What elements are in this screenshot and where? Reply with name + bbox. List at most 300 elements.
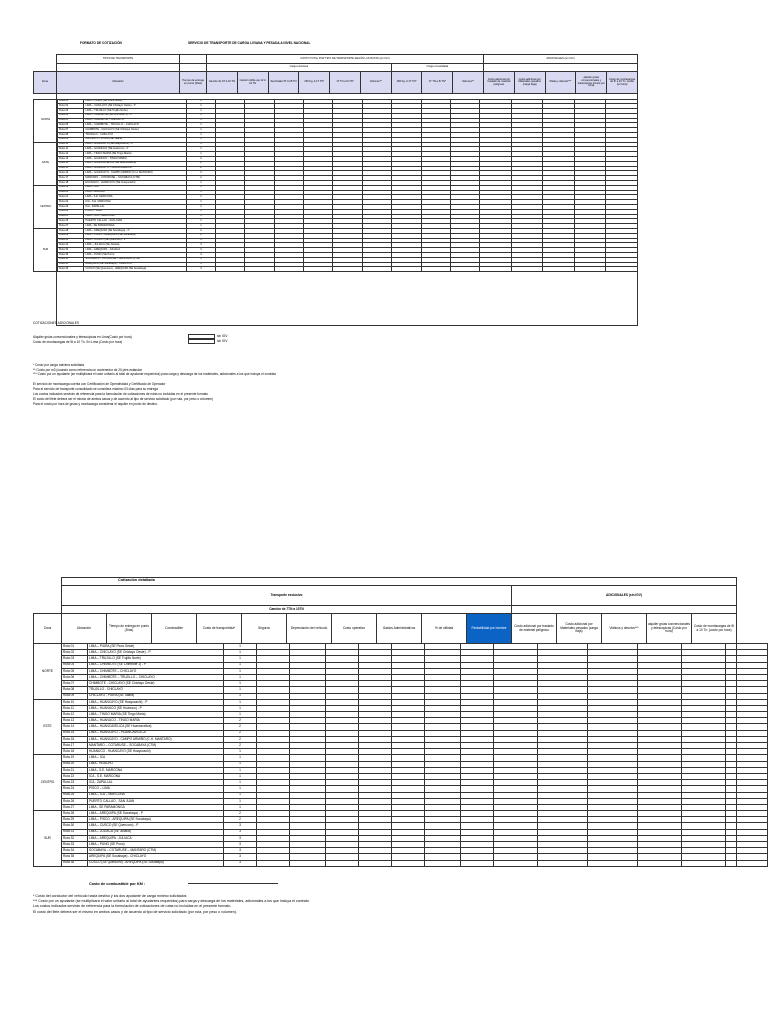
b-col-4: Depreciación del vehículo: [287, 614, 332, 644]
route-code: Ruta 25: [62, 792, 88, 798]
footnote: ** Costo por m3 (cuando como referencia un contenedor de 20 pies estándar: [33, 367, 142, 372]
input-cell[interactable]: [461, 860, 494, 866]
route-location: LIMA – CHIMBOTE – CHICLAYO: [88, 668, 224, 674]
route-code: Ruta 06: [62, 674, 88, 680]
input-cell[interactable]: [682, 860, 726, 866]
route-code: Ruta 17: [58, 176, 84, 181]
route-days: 1: [224, 656, 257, 662]
table-row: [34, 860, 768, 866]
col-excl-5: 1T TN a 5t TN*: [330, 72, 361, 94]
route-location: LIMA – CUSCO (SE Quencoro) - P: [88, 823, 224, 829]
col-excl-2: Camión doble eje 12 A 16 TN: [237, 72, 268, 94]
col-ad-4: alquiler grúas convencionales y telescópicas (Costo por hora): [576, 72, 607, 94]
paragraph-note: El servicio de montacarga cuenta con Certificación de Operatividad y Certificado de Operador: [33, 382, 166, 386]
route-code: Ruta 36: [58, 267, 84, 272]
route-days: 2: [187, 176, 215, 181]
route-location: CHIMBOTE - CHICLAYO (SE Chiclayo Oeste): [84, 128, 187, 133]
route-location: CHICLAYO - PIURA (SE Talara): [84, 137, 187, 142]
route-location: MANTARO – COTARUSE – SOCABAYA (CTM): [84, 176, 187, 181]
route-code: Ruta 12: [62, 712, 88, 718]
route-code: Ruta 19: [58, 185, 84, 190]
zone-centro: CENTRO: [34, 755, 62, 811]
route-code: Ruta 22: [62, 773, 88, 779]
bottom-footnote: * Costo del conductor del vehículo hasta destino y los dos ayudante de carga mínimo solicitados: [33, 894, 187, 898]
route-location: LIMA – AREQUIPA (SE Socabaya) - P: [88, 811, 224, 817]
route-location: AREQUIPA (SE Socabaya) - CHICLAYO: [84, 262, 187, 267]
input-cell[interactable]: [450, 267, 479, 272]
route-code: Ruta 29: [62, 817, 88, 823]
input-cell[interactable]: [359, 860, 392, 866]
route-code: Ruta 32: [58, 248, 84, 253]
route-code: Ruta 21: [58, 195, 84, 200]
route-days: 2: [187, 161, 215, 166]
route-location: LIMA – AREQUIPA - JULIACA: [84, 248, 187, 253]
paragraph-note: Los costos indicados servirán de referencia para la formulación de cotizaciones de rutas no incluidas en el presente formato: [33, 392, 209, 396]
col-excl-6: Volumen**: [360, 72, 391, 94]
route-code: Ruta 02: [62, 650, 88, 656]
col-ubicacion: Ubicación: [57, 72, 180, 94]
transporte-exclusivo: Transporte exclusivo: [62, 586, 512, 606]
route-location: LIMA – HUANCAYO - CAMPO ARMIÑO (C.H. MANTARO): [84, 171, 187, 176]
route-days: 3: [224, 848, 257, 854]
route-location: LIMA – TINGO MARIA (SE Tingo María): [88, 712, 224, 718]
route-days: 2: [187, 157, 215, 162]
route-code: Ruta 03: [58, 109, 84, 114]
route-days: 3: [187, 238, 215, 243]
b-col-6: Gastos Administrativos: [377, 614, 422, 644]
route-code: Ruta 26: [58, 219, 84, 224]
route-code: Ruta 01: [58, 99, 84, 104]
route-days: 1: [224, 780, 257, 786]
route-location: LIMA – HUANCAVELICA (SE Huancavelica): [88, 724, 224, 730]
route-location: LIMA – HUANCAVELICA (SE Huancavelica): [84, 161, 187, 166]
route-location: TRUJILLO - CHICLAYO: [88, 687, 224, 693]
route-code: Ruta 33: [58, 253, 84, 258]
route-location: LIMA – HUANUCO (SE Huánuco) - P: [88, 705, 224, 711]
route-location: ICA - ZAPALLAL: [88, 780, 224, 786]
route-days: 2: [224, 743, 257, 749]
route-days: 1: [187, 104, 215, 109]
input-cell[interactable]: [421, 267, 450, 272]
col-zona: Zona: [34, 72, 57, 94]
input-cell[interactable]: [511, 267, 543, 272]
montacargas-label: Costo de montacargas de 5t a 10 Tn. En Lima (Costo por hora): [33, 340, 123, 344]
tipos-transporte-label: TIPOS DE TRANSPORTE: [57, 55, 180, 64]
route-location: LIMA – CHIMBOTE – TRUJILLO – CHICLAYO: [84, 123, 187, 128]
route-location: PUERTO CALLAO - SAN JUAN: [84, 219, 187, 224]
route-code: Ruta 16: [58, 171, 84, 176]
route-code: Ruta 22: [58, 200, 84, 205]
cotizaciones-adicionales: COTIZACIONES ADICIONALES: [33, 321, 80, 325]
route-code: Ruta 21: [62, 767, 88, 773]
route-code: Ruta 07: [62, 681, 88, 687]
route-location: LIMA – ICA: [88, 755, 224, 761]
route-location: CHIMBOTE - CHICLAYO (SE Chiclayo Oeste): [88, 681, 224, 687]
route-code: Ruta 11: [62, 705, 88, 711]
route-location: LIMA – HUANUCO (SE Huánuco) - P: [84, 147, 187, 152]
route-code: Ruta 14: [62, 724, 88, 730]
route-days: 1: [224, 786, 257, 792]
col-excl-4: 150 Kg. A 1T TN*: [299, 72, 330, 94]
route-location: LIMA – JULIACA (SE Juliaca): [84, 243, 187, 248]
route-days: 1: [224, 644, 257, 650]
route-code: Ruta 13: [58, 157, 84, 162]
bottom-footnote: *** Costo por un ayudante (se multiplicará el valor unitario al total de ayudantes requeridos) para carga y descarga de los materiales, adicionales a los que incluya el contrato: [33, 899, 309, 904]
route-code: Ruta 07: [58, 128, 84, 133]
paragraph-note: Para el costo por hora de grúas y montacarga considerar el alquiler en punto de destino.: [33, 402, 158, 406]
route-days: 1: [187, 118, 215, 123]
route-location: LIMA – PUNO (SE Puno): [84, 253, 187, 258]
route-location: LIMA - HUACHO: [88, 761, 224, 767]
route-code: Ruta 27: [62, 804, 88, 810]
input-cell[interactable]: [638, 860, 682, 866]
route-location: ICA - ZAPALLAL: [84, 205, 187, 210]
route-location: LIMA - SE PARAMONGA: [88, 804, 224, 810]
route-code: Ruta 25: [58, 214, 84, 219]
route-code: Ruta 20: [62, 761, 88, 767]
route-code: Ruta 09: [62, 693, 88, 699]
route-days: 1: [187, 137, 215, 142]
route-days: 1: [187, 113, 215, 118]
route-code: Ruta 24: [58, 209, 84, 214]
route-days: 2: [187, 166, 215, 171]
route-location: LIMA – CHIMBOTE (SE Chimbote 1) - P: [88, 662, 224, 668]
route-code: Ruta 11: [58, 147, 84, 152]
col-ad-2: Costo adicional por Materiales pesados (carga baja): [514, 72, 545, 94]
route-days: 1: [187, 152, 215, 157]
b-col-7: % de utilidad: [422, 614, 467, 644]
route-days: 1: [187, 195, 215, 200]
b-col-zona: Zona: [34, 614, 62, 644]
route-days: 1: [187, 224, 215, 229]
route-days: 1: [224, 687, 257, 693]
route-location: CUSCO (SE Quencoro) - AREQUIPA (SE Socabaya): [84, 267, 187, 272]
route-days: 3: [224, 829, 257, 835]
route-days: 1: [224, 668, 257, 674]
col-excl-1: Camión de 6T A 10 TN: [207, 72, 238, 94]
sin-igv-1: sin IGV: [217, 334, 228, 338]
col-ad-3: Pistas y desvíos***: [545, 72, 576, 94]
route-location: LIMA – ICA – MARCONA: [88, 792, 224, 798]
zone-sur: SUR: [34, 229, 58, 272]
route-location: LIMA – CHIMBOTE (SE Chimbote 1) - P: [84, 113, 187, 118]
adicionales-label: ADICIONALES (sin IGV): [484, 55, 638, 64]
route-code: Ruta 04: [58, 113, 84, 118]
route-code: Ruta 15: [58, 166, 84, 171]
top-table-body: [33, 99, 638, 273]
route-code: Ruta 33: [62, 842, 88, 848]
route-code: Ruta 10: [62, 699, 88, 705]
col-cons-2: 1T TN a 5t TN*: [422, 72, 453, 94]
b-col-ad-4: Costo de montacargas de 5t a 10 Tn. (costo por hora): [692, 614, 737, 644]
route-code: Ruta 15: [62, 730, 88, 736]
route-location: LIMA – TRUJILLO (SE Trujillo Norte): [88, 656, 224, 662]
col-ad-5: Costo de montacargas de 5t a 10 Tn. (costo por hora): [607, 72, 638, 94]
col-cons-1: 150 Kg. A 1T TN*: [391, 72, 422, 94]
route-days: 1: [224, 792, 257, 798]
route-location: LIMA – HUANUCO - TINGO MARIA: [88, 718, 224, 724]
col-excl-3: Semitrailer 6T A 28 TN: [268, 72, 299, 94]
route-location: LIMA – AREQUIPA (SE Socabaya) - P: [84, 229, 187, 234]
cotizacion-detallada: Cotización detallada: [118, 578, 155, 582]
route-days: 1: [187, 185, 215, 190]
zone-norte: NORTE: [34, 644, 62, 700]
route-days: 1: [224, 705, 257, 711]
footnote: *** Costo por un ayudante (se multiplicará el valor unitario al total de ayudante requeridos) para carga y descarga de los materiales, adicionales a los que incluya el contrato: [33, 372, 277, 376]
route-code: Ruta 34: [62, 848, 88, 854]
route-code: Ruta 28: [58, 229, 84, 234]
route-days: 2: [224, 817, 257, 823]
route-code: Ruta 13: [62, 718, 88, 724]
input-cell[interactable]: [245, 267, 274, 272]
input-cell[interactable]: [326, 860, 359, 866]
adicionales-bottom: ADICIONALES (sin IGV): [512, 586, 737, 606]
route-location: LIMA – TINGO MARIA (SE Tingo María): [84, 152, 187, 157]
route-days: 3: [224, 823, 257, 829]
route-days: 1: [187, 123, 215, 128]
formato-title: FORMATO DE COTIZACIÓN: [80, 41, 122, 45]
input-cell[interactable]: [606, 267, 638, 272]
input-cell[interactable]: [425, 860, 461, 866]
zone-este: ESTE: [34, 142, 58, 185]
input-cell[interactable]: [726, 860, 768, 866]
route-days: 1: [187, 190, 215, 195]
route-days: 3: [224, 842, 257, 848]
route-location: LIMA – CHICLAYO (SE Chiclayo Oeste) - P: [84, 104, 187, 109]
input-cell[interactable]: [303, 267, 332, 272]
route-code: Ruta 06: [58, 123, 84, 128]
route-days: 3: [187, 248, 215, 253]
route-location: LIMA – CHIMBOTE – CHICLAYO: [84, 118, 187, 123]
input-cell[interactable]: [480, 267, 512, 272]
route-days: 2: [224, 730, 257, 736]
route-days: 1: [224, 798, 257, 804]
route-code: Ruta 31: [58, 243, 84, 248]
input-cell[interactable]: [494, 860, 538, 866]
route-code: Ruta 26: [62, 798, 88, 804]
zone-centro: CENTRO: [34, 185, 58, 228]
route-days: 2: [187, 229, 215, 234]
route-code: Ruta 18: [58, 181, 84, 186]
route-days: 1: [224, 681, 257, 687]
col-tiempo: Tiempo de entrega en punto (Días): [180, 72, 207, 94]
route-days: 2: [187, 233, 215, 238]
route-location: LIMA – JULIACA (SE Juliaca): [88, 829, 224, 835]
route-location: HUANUCO - HUANCAYO (SE Huayucachi): [84, 181, 187, 186]
route-location: SOCABAYA – COTARUSE – MANTARO (CTM): [84, 257, 187, 262]
input-cell[interactable]: [362, 267, 391, 272]
route-days: 1: [224, 804, 257, 810]
route-location: LIMA – HUANCAYO (SE Huayucachi) - P: [88, 699, 224, 705]
route-days: 1: [224, 767, 257, 773]
route-days: 1: [224, 749, 257, 755]
combustible-input-line[interactable]: [188, 883, 278, 884]
input-cell[interactable]: [333, 267, 362, 272]
route-location: CHICLAYO - PIURA (SE Talara): [88, 693, 224, 699]
b-col-8-highlight: Rentabilidad por hombre: [467, 614, 512, 644]
route-code: Ruta 30: [58, 238, 84, 243]
route-days: 1: [224, 662, 257, 668]
input-cell[interactable]: [588, 860, 638, 866]
route-code: Ruta 34: [58, 257, 84, 262]
route-code: Ruta 16: [62, 736, 88, 742]
route-location: LIMA – CHIMBOTE – TRUJILLO – CHICLAYO: [88, 674, 224, 680]
route-location: LIMA – PIURA (SE Piura Oeste): [84, 99, 187, 104]
route-days: 1: [187, 109, 215, 114]
route-location: LIMA – PISCO - AREQUIPA (SE Socabaya): [84, 233, 187, 238]
route-location: LIMA – HUANCAYO – HUANCAVELICA: [88, 730, 224, 736]
input-cell[interactable]: [392, 860, 425, 866]
route-days: 3: [224, 854, 257, 860]
input-cell[interactable]: [392, 267, 421, 272]
route-days: 2: [224, 736, 257, 742]
route-days: 1: [187, 147, 215, 152]
bottom-table-body: [33, 643, 768, 867]
route-location: LIMA – CHICLAYO (SE Chiclayo Oeste) - P: [88, 650, 224, 656]
b-col-0: Tiempo de entrega en punto (Días): [107, 614, 152, 644]
footnote: * Costo por carga máxima solicitada: [33, 363, 85, 367]
zone-este: ESTE: [34, 699, 62, 755]
route-code: Ruta 35: [62, 854, 88, 860]
route-days: 1: [224, 650, 257, 656]
route-location: PISCO – LIMA: [88, 786, 224, 792]
table-row: [34, 267, 638, 272]
route-days: 2: [224, 811, 257, 817]
route-code: Ruta 32: [62, 835, 88, 841]
route-days: 3: [187, 262, 215, 267]
route-code: Ruta 08: [62, 687, 88, 693]
route-code: Ruta 05: [58, 118, 84, 123]
route-days: 1: [224, 712, 257, 718]
route-code: Ruta 02: [58, 104, 84, 109]
route-location: ICA - S.E. MARCONA: [84, 200, 187, 205]
input-cell[interactable]: [290, 860, 326, 866]
route-location: LIMA – TRUJILLO (SE Trujillo Norte): [84, 109, 187, 114]
route-code: Ruta 27: [58, 224, 84, 229]
route-days: 3: [224, 835, 257, 841]
route-location: LIMA - SE PARAMONGA: [84, 224, 187, 229]
route-location: LIMA - S.E. MARCONA: [88, 767, 224, 773]
input-cell[interactable]: [543, 267, 575, 272]
b-col-2: Costo de transportista*: [197, 614, 242, 644]
b-col-ubicacion: Ubicación: [62, 614, 107, 644]
route-code: Ruta 09: [58, 137, 84, 142]
b-col-1: Combustible: [152, 614, 197, 644]
route-code: Ruta 01: [62, 644, 88, 650]
route-code: Ruta 08: [58, 133, 84, 138]
route-location: LIMA – HUANCAYO - CAMPO ARMIÑO (C.H. MANTARO): [88, 736, 224, 742]
route-code: Ruta 12: [58, 152, 84, 157]
camion-label: Camión de 7TN a 10TN: [62, 606, 512, 614]
alquiler-label: Alquiler grúas convencionales y telescópicas en Lima(Costo por hora): [33, 335, 132, 339]
route-days: 1: [224, 674, 257, 680]
input-cell[interactable]: [274, 267, 303, 272]
carga-exclusiva-label: Carga exclusiva: [207, 64, 392, 72]
route-code: Ruta 10: [58, 142, 84, 147]
top-table-header: [33, 54, 638, 94]
bottom-table-header: [33, 585, 737, 644]
route-days: 1: [224, 773, 257, 779]
route-days: 1: [224, 755, 257, 761]
montacargas-input[interactable]: [188, 339, 215, 344]
route-days: 1: [187, 205, 215, 210]
route-code: Ruta 14: [58, 161, 84, 166]
route-code: Ruta 30: [62, 823, 88, 829]
route-location: AREQUIPA (SE Socabaya) - CHICLAYO: [88, 854, 224, 860]
combustible-label: Costo de combustible por KM :: [89, 882, 146, 886]
route-code: Ruta 24: [62, 786, 88, 792]
route-days: 2: [187, 171, 215, 176]
route-code: Ruta 31: [62, 829, 88, 835]
route-location: LIMA – CUSCO (SE Quencoro) - P: [84, 238, 187, 243]
route-days: 1: [187, 200, 215, 205]
route-days: 1: [224, 693, 257, 699]
route-days: 1: [187, 99, 215, 104]
route-location: LIMA - S.E. MARCONA: [84, 195, 187, 200]
route-location: LIMA – HUANCAYO – HUANCAVELICA: [84, 166, 187, 171]
route-location: LIMA – HUANUCO - TINGO MARIA: [84, 157, 187, 162]
route-location: LIMA – AREQUIPA - JULIACA: [88, 835, 224, 841]
route-days: 1: [187, 209, 215, 214]
route-code: Ruta 36: [62, 860, 88, 866]
route-days: 3: [187, 267, 215, 272]
route-days: 1: [187, 181, 215, 186]
route-days: 1: [187, 142, 215, 147]
input-cell[interactable]: [538, 860, 588, 866]
route-code: Ruta 19: [62, 755, 88, 761]
route-days: 2: [224, 718, 257, 724]
col-cons-3: Volumen**: [453, 72, 484, 94]
route-location: SOCABAYA – COTARUSE – MANTARO (CTM): [88, 848, 224, 854]
route-code: Ruta 04: [62, 662, 88, 668]
route-days: 1: [187, 219, 215, 224]
route-location: ICA - S.E. MARCONA: [88, 773, 224, 779]
route-code: Ruta 23: [58, 205, 84, 210]
route-days: 1: [224, 699, 257, 705]
route-code: Ruta 03: [62, 656, 88, 662]
route-location: PUERTO CALLAO - SAN JUAN: [88, 798, 224, 804]
b-col-ad-3: alquiler grúas convencionales y telescópicas (Costo por hora): [647, 614, 692, 644]
route-code: Ruta 35: [58, 262, 84, 267]
bottom-footnote: El costo del flete deberá ser el mismo en ambos casos y de acuerdo al tipo de servicio solicitado (por ruta, por peso o volumen).: [33, 909, 237, 914]
b-col-ad-0: Costo adicional por traslado de material peligroso: [512, 614, 557, 644]
bottom-footnote: Los costos indicados servirán de referencia para la formulación de cotizaciones de rutas no incluidas en el presente formato: [33, 904, 231, 909]
route-location: LIMA – PISCO - AREQUIPA (SE Socabaya): [88, 817, 224, 823]
col-ad-1: Costo adicional por traslado de material peligroso: [484, 72, 515, 94]
paragraph-note: El costo del flete deberá ser el mismo de ambos casos y de acuerdo al tipo de servicio solicitado (por ruta, por peso o volumen): [33, 397, 214, 401]
route-code: Ruta 29: [58, 233, 84, 238]
route-location: PISCO - LIMA: [84, 209, 187, 214]
zone-norte: NORTE: [34, 99, 58, 142]
sin-igv-2: sin IGV: [217, 339, 228, 343]
paragraph-note: Para el servicio de transporte consolidado se considera máximo 03 días para su entrega: [33, 387, 158, 391]
costo-total-label: COSTO TOTAL POR TIPO DE TRANSPORTE SEGÚN LAS RUTAS (sin IGV): [207, 55, 484, 64]
route-code: Ruta 28: [62, 811, 88, 817]
input-cell[interactable]: [257, 860, 290, 866]
b-col-5: Costo operativo: [332, 614, 377, 644]
input-cell[interactable]: [215, 267, 244, 272]
route-location: LIMA – PIURA (SE Piura Oeste): [88, 644, 224, 650]
route-location: TRUJILLO - CHICLAYO: [84, 133, 187, 138]
servicio-title: SERVICIO DE TRANSPORTE DE CARGA LIVIANA Y PESADA A NIVEL NACIONAL: [188, 41, 311, 45]
route-code: Ruta 17: [62, 743, 88, 749]
input-cell[interactable]: [574, 267, 606, 272]
route-days: 1: [187, 128, 215, 133]
route-days: 3: [187, 253, 215, 258]
carga-consolidada-label: Carga consolidada: [391, 64, 483, 72]
route-location: LIMA – PUNO (SE Puno): [88, 842, 224, 848]
route-location: CUSCO (SE Quencoro) - AREQUIPA (SE Socabaya): [88, 860, 224, 866]
